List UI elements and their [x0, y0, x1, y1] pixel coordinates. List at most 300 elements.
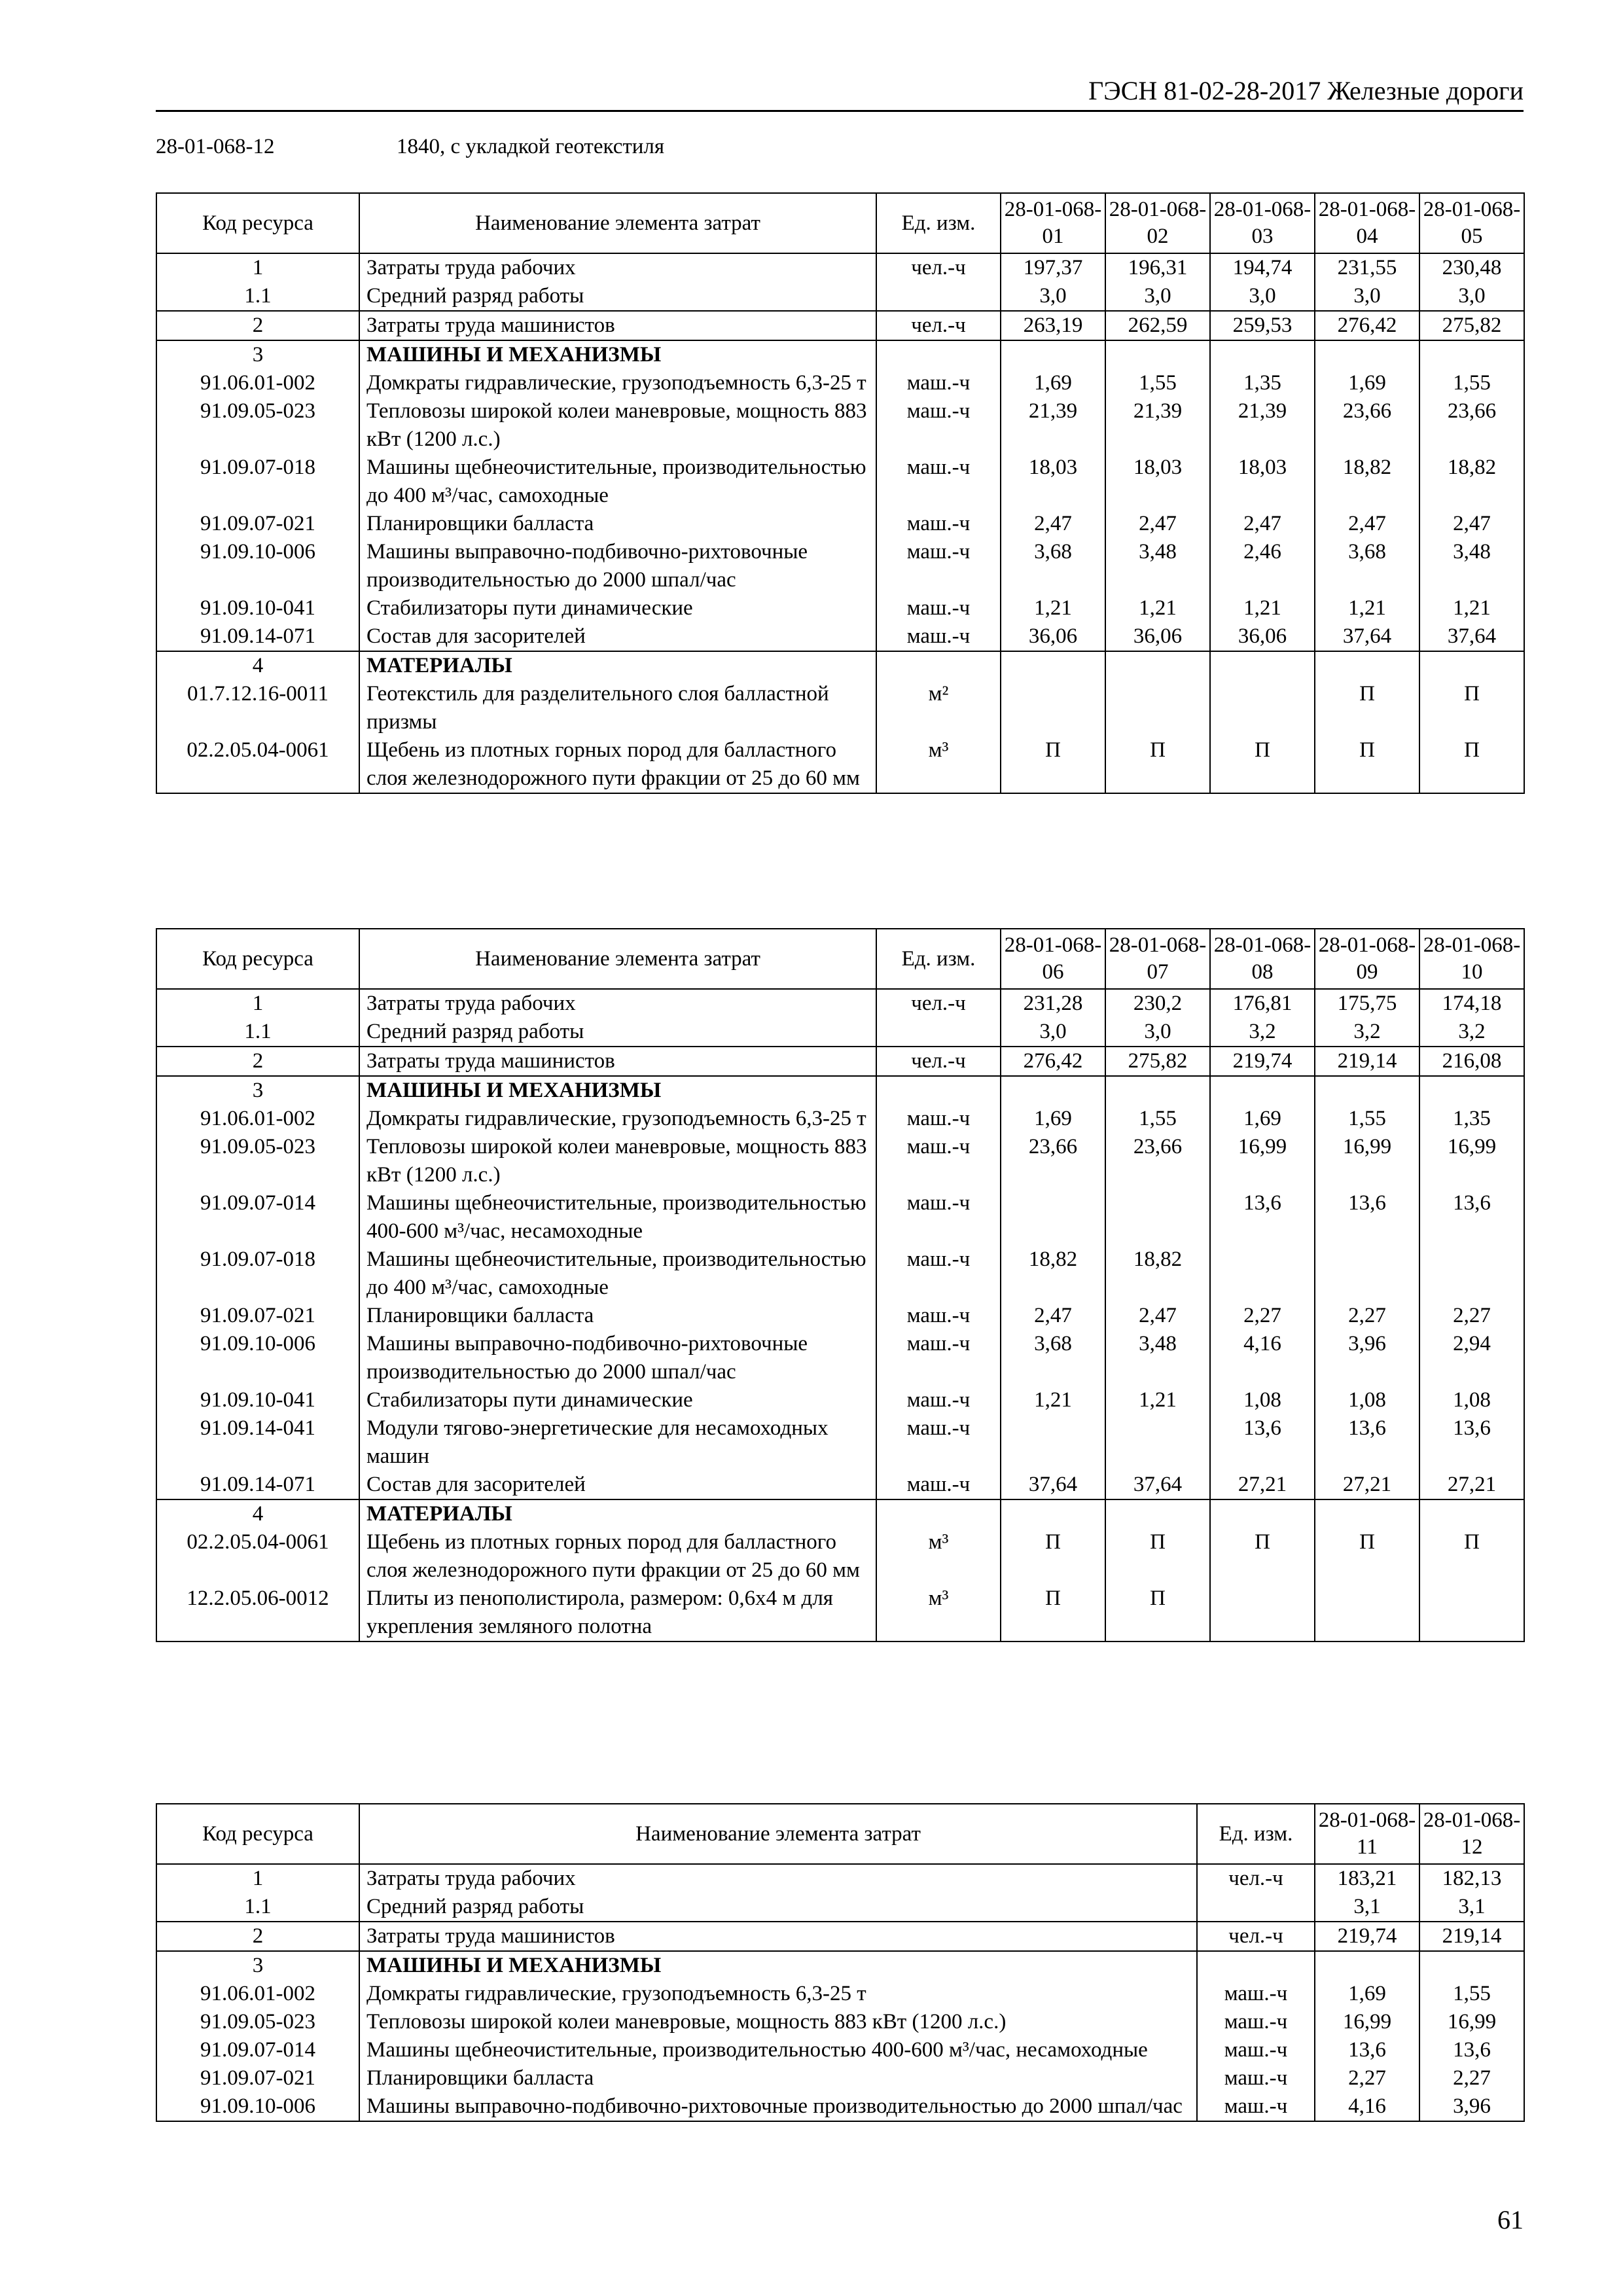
- norm-value: 21,39: [1001, 397, 1105, 454]
- resource-name: Тепловозы широкой колеи маневровые, мощность 883 кВт (1200 л.с.): [359, 397, 876, 454]
- table-row: [156, 397, 1524, 454]
- unit: маш.-ч: [876, 1133, 1001, 1189]
- resource-code: 91.06.01-002: [156, 369, 359, 397]
- norm-value: 2,46: [1210, 538, 1315, 594]
- resource-code: 91.09.07-018: [156, 454, 359, 510]
- unit: маш.-ч: [876, 1105, 1001, 1133]
- subtitle-code: 28-01-068-12: [156, 135, 275, 158]
- norm-value: 1,21: [1001, 594, 1105, 622]
- norm-value: 21,39: [1105, 397, 1210, 454]
- table-row: [156, 1386, 1524, 1414]
- norm-value: 27,21: [1419, 1471, 1524, 1499]
- norm-value: 231,55: [1315, 253, 1419, 282]
- norm-value: 16,99: [1419, 2008, 1524, 2036]
- norm-value: [1210, 340, 1315, 369]
- norm-value: [1105, 1414, 1210, 1471]
- resource-name: Машины щебнеочистительные, производительностью 400-600 м³/час, несамоходные: [359, 2036, 1197, 2064]
- resource-name: Щебень из плотных горных пород для балластного слоя железнодорожного пути фракции от 25 до 60 мм: [359, 736, 876, 793]
- resource-name: МАТЕРИАЛЫ: [359, 651, 876, 680]
- resource-code: 3: [156, 1076, 359, 1105]
- resource-table-2: [156, 928, 1525, 1642]
- unit: м³: [876, 1585, 1001, 1641]
- norm-value: 36,06: [1001, 622, 1105, 651]
- header-norm-code: 28-01-068-03: [1210, 193, 1315, 253]
- norm-value: [1001, 1414, 1105, 1471]
- table-row: [156, 1980, 1524, 2008]
- norm-value: [1210, 1499, 1315, 1528]
- norm-value: 3,68: [1001, 538, 1105, 594]
- header-norm-code: 28-01-068-01: [1001, 193, 1105, 253]
- norm-value: [1419, 340, 1524, 369]
- norm-value: [1210, 651, 1315, 680]
- norm-value: 219,74: [1210, 1047, 1315, 1076]
- unit: маш.-ч: [876, 1246, 1001, 1302]
- norm-value: 1,21: [1315, 594, 1419, 622]
- unit: маш.-ч: [1197, 2092, 1315, 2121]
- norm-value: [1210, 680, 1315, 736]
- unit: маш.-ч: [1197, 2036, 1315, 2064]
- norm-value: 262,59: [1105, 311, 1210, 340]
- norm-value: 3,96: [1419, 2092, 1524, 2121]
- norm-value: 1,69: [1001, 369, 1105, 397]
- norm-value: 1,21: [1105, 1386, 1210, 1414]
- header-norm-code: 28-01-068-02: [1105, 193, 1210, 253]
- norm-value: 3,2: [1315, 1018, 1419, 1047]
- unit: [876, 1499, 1001, 1528]
- subtitle: [156, 135, 664, 159]
- resource-name: Щебень из плотных горных пород для балластного слоя железнодорожного пути фракции от 25 до 60 мм: [359, 1528, 876, 1585]
- resource-name: МАТЕРИАЛЫ: [359, 1499, 876, 1528]
- unit: маш.-ч: [876, 1471, 1001, 1499]
- unit: маш.-ч: [876, 369, 1001, 397]
- norm-value: [1105, 340, 1210, 369]
- resource-code: 3: [156, 340, 359, 369]
- resource-code: 02.2.05.04-0061: [156, 1528, 359, 1585]
- resource-name: Плиты из пенополистирола, размером: 0,6х4 м для укрепления земляного полотна: [359, 1585, 876, 1641]
- unit: чел.-ч: [876, 253, 1001, 282]
- resource-name: Затраты труда рабочих: [359, 253, 876, 282]
- unit: маш.-ч: [876, 594, 1001, 622]
- resource-code: 91.09.14-071: [156, 1471, 359, 1499]
- unit: маш.-ч: [876, 1386, 1001, 1414]
- resource-code: 91.09.07-021: [156, 510, 359, 538]
- resource-code: 91.06.01-002: [156, 1980, 359, 2008]
- table-row: [156, 1018, 1524, 1047]
- norm-value: 275,82: [1419, 311, 1524, 340]
- resource-name: Машины выправочно-подбивочно-рихтовочные производительностью до 2000 шпал/час: [359, 2092, 1197, 2121]
- norm-value: 16,99: [1315, 1133, 1419, 1189]
- unit: маш.-ч: [876, 454, 1001, 510]
- table-row: [156, 282, 1524, 311]
- norm-value: 1,21: [1419, 594, 1524, 622]
- resource-code: 91.06.01-002: [156, 1105, 359, 1133]
- resource-code: 1: [156, 253, 359, 282]
- norm-value: 23,66: [1315, 397, 1419, 454]
- norm-value: 3,2: [1419, 1018, 1524, 1047]
- norm-value: 18,03: [1210, 454, 1315, 510]
- unit: [1197, 1893, 1315, 1922]
- section-row: [156, 1951, 1524, 1980]
- table-row: [156, 1133, 1524, 1189]
- section-row: [156, 1864, 1524, 1893]
- norm-value: 3,0: [1001, 1018, 1105, 1047]
- header-unit: Ед. изм.: [1197, 1804, 1315, 1864]
- unit: чел.-ч: [1197, 1922, 1315, 1951]
- norm-value: 37,64: [1105, 1471, 1210, 1499]
- norm-value: 3,48: [1105, 1330, 1210, 1386]
- header-norm-code: 28-01-068-06: [1001, 929, 1105, 989]
- table-header-row: [156, 1804, 1524, 1864]
- norm-value: П: [1001, 1528, 1105, 1585]
- resource-code: 91.09.10-041: [156, 1386, 359, 1414]
- norm-value: [1315, 1076, 1419, 1105]
- table-row: [156, 1105, 1524, 1133]
- norm-value: [1315, 1951, 1419, 1980]
- norm-value: 1,35: [1419, 1105, 1524, 1133]
- resource-code: 91.09.07-021: [156, 1302, 359, 1330]
- resource-name: Средний разряд работы: [359, 1893, 1197, 1922]
- norm-value: [1001, 1076, 1105, 1105]
- norm-value: П: [1419, 680, 1524, 736]
- header-norm-code: 28-01-068-10: [1419, 929, 1524, 989]
- norm-value: 4,16: [1315, 2092, 1419, 2121]
- unit: [876, 340, 1001, 369]
- norm-value: 21,39: [1210, 397, 1315, 454]
- norm-value: 16,99: [1419, 1133, 1524, 1189]
- norm-value: 13,6: [1210, 1414, 1315, 1471]
- table-row: [156, 2064, 1524, 2092]
- norm-value: 263,19: [1001, 311, 1105, 340]
- resource-code: 91.09.10-041: [156, 594, 359, 622]
- norm-value: 2,94: [1419, 1330, 1524, 1386]
- norm-value: 27,21: [1315, 1471, 1419, 1499]
- norm-value: [1315, 1499, 1419, 1528]
- resource-name: Машины выправочно-подбивочно-рихтовочные производительностью до 2000 шпал/час: [359, 1330, 876, 1386]
- resource-table-3: [156, 1803, 1525, 2122]
- unit: чел.-ч: [876, 311, 1001, 340]
- norm-value: 2,27: [1315, 2064, 1419, 2092]
- unit: маш.-ч: [1197, 2064, 1315, 2092]
- norm-value: [1105, 1499, 1210, 1528]
- norm-value: 13,6: [1419, 1414, 1524, 1471]
- header-norm-code: 28-01-068-04: [1315, 193, 1419, 253]
- norm-value: 174,18: [1419, 989, 1524, 1018]
- norm-value: 36,06: [1210, 622, 1315, 651]
- table-row: [156, 1302, 1524, 1330]
- resource-name: Затраты труда машинистов: [359, 1047, 876, 1076]
- table-row: [156, 1330, 1524, 1386]
- unit: маш.-ч: [876, 538, 1001, 594]
- resource-name: Домкраты гидравлические, грузоподъемность 6,3-25 т: [359, 1980, 1197, 2008]
- resource-name: Состав для засорителей: [359, 1471, 876, 1499]
- norm-value: [1419, 651, 1524, 680]
- resource-code: 4: [156, 1499, 359, 1528]
- section-row: [156, 1076, 1524, 1105]
- resource-code: 02.2.05.04-0061: [156, 736, 359, 793]
- norm-value: 176,81: [1210, 989, 1315, 1018]
- header-norm-code: 28-01-068-08: [1210, 929, 1315, 989]
- norm-value: 2,47: [1315, 510, 1419, 538]
- norm-value: [1315, 1246, 1419, 1302]
- section-row: [156, 1047, 1524, 1076]
- resource-name: Затраты труда машинистов: [359, 1922, 1197, 1951]
- norm-value: П: [1210, 1528, 1315, 1585]
- resource-code: 91.09.10-006: [156, 538, 359, 594]
- resource-name: Планировщики балласта: [359, 2064, 1197, 2092]
- resource-name: Домкраты гидравлические, грузоподъемность 6,3-25 т: [359, 369, 876, 397]
- norm-value: 18,82: [1419, 454, 1524, 510]
- table-row: [156, 1471, 1524, 1499]
- resource-code: 2: [156, 311, 359, 340]
- norm-value: 23,66: [1419, 397, 1524, 454]
- resource-code: 1.1: [156, 1893, 359, 1922]
- resource-code: 1: [156, 1864, 359, 1893]
- resource-name: Затраты труда машинистов: [359, 311, 876, 340]
- norm-value: 194,74: [1210, 253, 1315, 282]
- norm-value: 18,03: [1105, 454, 1210, 510]
- norm-value: [1001, 651, 1105, 680]
- header-norm-code: 28-01-068-07: [1105, 929, 1210, 989]
- unit: [876, 1018, 1001, 1047]
- norm-value: П: [1105, 1585, 1210, 1641]
- header-name: Наименование элемента затрат: [359, 929, 876, 989]
- resource-name: Средний разряд работы: [359, 1018, 876, 1047]
- norm-value: 2,47: [1210, 510, 1315, 538]
- norm-value: [1001, 1189, 1105, 1246]
- norm-value: [1210, 1076, 1315, 1105]
- norm-value: 219,14: [1419, 1922, 1524, 1951]
- norm-value: 2,47: [1105, 1302, 1210, 1330]
- resource-name: Геотекстиль для разделительного слоя балластной призмы: [359, 680, 876, 736]
- norm-value: П: [1315, 1528, 1419, 1585]
- norm-value: 2,27: [1210, 1302, 1315, 1330]
- unit: [876, 651, 1001, 680]
- norm-value: П: [1001, 1585, 1105, 1641]
- unit: маш.-ч: [876, 1189, 1001, 1246]
- norm-value: 230,48: [1419, 253, 1524, 282]
- norm-value: 2,47: [1419, 510, 1524, 538]
- norm-value: [1001, 680, 1105, 736]
- norm-value: 2,47: [1105, 510, 1210, 538]
- norm-value: 182,13: [1419, 1864, 1524, 1893]
- unit: [876, 282, 1001, 311]
- norm-value: 27,21: [1210, 1471, 1315, 1499]
- resource-code: 91.09.10-006: [156, 2092, 359, 2121]
- unit: маш.-ч: [1197, 1980, 1315, 2008]
- norm-value: П: [1105, 1528, 1210, 1585]
- resource-name: Стабилизаторы пути динамические: [359, 594, 876, 622]
- norm-value: 36,06: [1105, 622, 1210, 651]
- norm-value: 18,82: [1315, 454, 1419, 510]
- resource-name: Затраты труда рабочих: [359, 1864, 1197, 1893]
- resource-code: 1.1: [156, 1018, 359, 1047]
- unit: маш.-ч: [876, 1414, 1001, 1471]
- resource-code: 12.2.05.06-0012: [156, 1585, 359, 1641]
- norm-value: [1315, 1585, 1419, 1641]
- norm-value: [1105, 1076, 1210, 1105]
- norm-value: 4,16: [1210, 1330, 1315, 1386]
- resource-code: 91.09.14-041: [156, 1414, 359, 1471]
- resource-name: Стабилизаторы пути динамические: [359, 1386, 876, 1414]
- table-row: [156, 369, 1524, 397]
- resource-name: МАШИНЫ И МЕХАНИЗМЫ: [359, 1076, 876, 1105]
- norm-value: 18,82: [1001, 1246, 1105, 1302]
- resource-name: МАШИНЫ И МЕХАНИЗМЫ: [359, 340, 876, 369]
- table-row: [156, 680, 1524, 736]
- table-row: [156, 510, 1524, 538]
- norm-value: [1105, 1189, 1210, 1246]
- norm-value: 13,6: [1315, 2036, 1419, 2064]
- subtitle-text: 1840, с укладкой геотекстиля: [397, 135, 665, 158]
- norm-value: 13,6: [1315, 1189, 1419, 1246]
- table-row: [156, 538, 1524, 594]
- resource-code: 91.09.05-023: [156, 2008, 359, 2036]
- norm-value: 13,6: [1419, 2036, 1524, 2064]
- table-row: [156, 736, 1524, 793]
- table-row: [156, 2008, 1524, 2036]
- norm-value: 13,6: [1315, 1414, 1419, 1471]
- resource-name: Машины щебнеочистительные, производительностью 400-600 м³/час, несамоходные: [359, 1189, 876, 1246]
- norm-value: 3,48: [1419, 538, 1524, 594]
- resource-name: Планировщики балласта: [359, 1302, 876, 1330]
- norm-value: 1,55: [1105, 369, 1210, 397]
- norm-value: 196,31: [1105, 253, 1210, 282]
- table-header-row: [156, 193, 1524, 253]
- norm-value: П: [1419, 736, 1524, 793]
- norm-value: 2,27: [1315, 1302, 1419, 1330]
- norm-value: 2,27: [1419, 2064, 1524, 2092]
- norm-value: 1,21: [1105, 594, 1210, 622]
- resource-code: 2: [156, 1922, 359, 1951]
- norm-value: [1210, 1585, 1315, 1641]
- unit: чел.-ч: [876, 1047, 1001, 1076]
- norm-value: 1,08: [1210, 1386, 1315, 1414]
- resource-code: 91.09.07-021: [156, 2064, 359, 2092]
- unit: чел.-ч: [1197, 1864, 1315, 1893]
- norm-value: 276,42: [1315, 311, 1419, 340]
- norm-value: 3,0: [1105, 1018, 1210, 1047]
- resource-name: Домкраты гидравлические, грузоподъемность 6,3-25 т: [359, 1105, 876, 1133]
- resource-name: Тепловозы широкой колеи маневровые, мощность 883 кВт (1200 л.с.): [359, 1133, 876, 1189]
- header-norm-code: 28-01-068-12: [1419, 1804, 1524, 1864]
- table-row: [156, 594, 1524, 622]
- resource-name: Тепловозы широкой колеи маневровые, мощность 883 кВт (1200 л.с.): [359, 2008, 1197, 2036]
- page-header: [156, 72, 1524, 112]
- table-row: [156, 622, 1524, 651]
- resource-name: Средний разряд работы: [359, 282, 876, 311]
- norm-value: П: [1210, 736, 1315, 793]
- resource-code: 1: [156, 989, 359, 1018]
- header-name: Наименование элемента затрат: [359, 193, 876, 253]
- unit: м²: [876, 680, 1001, 736]
- norm-value: 276,42: [1001, 1047, 1105, 1076]
- norm-value: 13,6: [1210, 1189, 1315, 1246]
- norm-value: 23,66: [1105, 1133, 1210, 1189]
- section-row: [156, 311, 1524, 340]
- norm-value: 230,2: [1105, 989, 1210, 1018]
- resource-name: Машины выправочно-подбивочно-рихтовочные производительностью до 2000 шпал/час: [359, 538, 876, 594]
- table-row: [156, 1246, 1524, 1302]
- norm-value: 1,55: [1315, 1105, 1419, 1133]
- norm-value: [1315, 651, 1419, 680]
- norm-value: 183,21: [1315, 1864, 1419, 1893]
- norm-value: 3,48: [1105, 538, 1210, 594]
- unit: маш.-ч: [876, 1302, 1001, 1330]
- norm-value: 18,03: [1001, 454, 1105, 510]
- norm-value: 23,66: [1001, 1133, 1105, 1189]
- norm-value: 3,2: [1210, 1018, 1315, 1047]
- table-row: [156, 454, 1524, 510]
- norm-value: П: [1315, 680, 1419, 736]
- header-name: Наименование элемента затрат: [359, 1804, 1197, 1864]
- resource-name: Состав для засорителей: [359, 622, 876, 651]
- resource-code: 2: [156, 1047, 359, 1076]
- norm-value: 1,08: [1419, 1386, 1524, 1414]
- table-row: [156, 1528, 1524, 1585]
- norm-value: 275,82: [1105, 1047, 1210, 1076]
- section-row: [156, 1499, 1524, 1528]
- section-row: [156, 1922, 1524, 1951]
- unit: м³: [876, 1528, 1001, 1585]
- norm-value: [1001, 340, 1105, 369]
- resource-code: 1.1: [156, 282, 359, 311]
- norm-value: П: [1105, 736, 1210, 793]
- norm-value: 16,99: [1315, 2008, 1419, 2036]
- table-row: [156, 1414, 1524, 1471]
- norm-value: 1,08: [1315, 1386, 1419, 1414]
- resource-name: Затраты труда рабочих: [359, 989, 876, 1018]
- resource-code: 4: [156, 651, 359, 680]
- table-row: [156, 2036, 1524, 2064]
- norm-value: 2,27: [1419, 1302, 1524, 1330]
- norm-value: 13,6: [1419, 1189, 1524, 1246]
- resource-code: 3: [156, 1951, 359, 1980]
- unit: [876, 1076, 1001, 1105]
- norm-value: 2,47: [1001, 510, 1105, 538]
- norm-value: 1,35: [1210, 369, 1315, 397]
- norm-value: 16,99: [1210, 1133, 1315, 1189]
- norm-value: 1,69: [1315, 369, 1419, 397]
- resource-code: 91.09.05-023: [156, 1133, 359, 1189]
- table-row: [156, 1585, 1524, 1641]
- header-code: Код ресурса: [156, 1804, 359, 1864]
- resource-code: 91.09.05-023: [156, 397, 359, 454]
- header-norm-code: 28-01-068-05: [1419, 193, 1524, 253]
- norm-value: 1,55: [1419, 1980, 1524, 2008]
- norm-value: 1,55: [1419, 369, 1524, 397]
- norm-value: [1419, 1076, 1524, 1105]
- header-unit: Ед. изм.: [876, 929, 1001, 989]
- norm-value: 231,28: [1001, 989, 1105, 1018]
- norm-value: [1001, 1499, 1105, 1528]
- section-row: [156, 651, 1524, 680]
- unit: м³: [876, 736, 1001, 793]
- norm-value: 219,74: [1315, 1922, 1419, 1951]
- header-norm-code: 28-01-068-11: [1315, 1804, 1419, 1864]
- norm-value: 216,08: [1419, 1047, 1524, 1076]
- norm-value: 3,0: [1419, 282, 1524, 311]
- section-row: [156, 340, 1524, 369]
- norm-value: 3,96: [1315, 1330, 1419, 1386]
- norm-value: 175,75: [1315, 989, 1419, 1018]
- norm-value: 259,53: [1210, 311, 1315, 340]
- table-row: [156, 2092, 1524, 2121]
- norm-value: 1,21: [1210, 594, 1315, 622]
- norm-value: 3,0: [1001, 282, 1105, 311]
- norm-value: [1419, 1585, 1524, 1641]
- norm-value: П: [1001, 736, 1105, 793]
- table-row: [156, 1189, 1524, 1246]
